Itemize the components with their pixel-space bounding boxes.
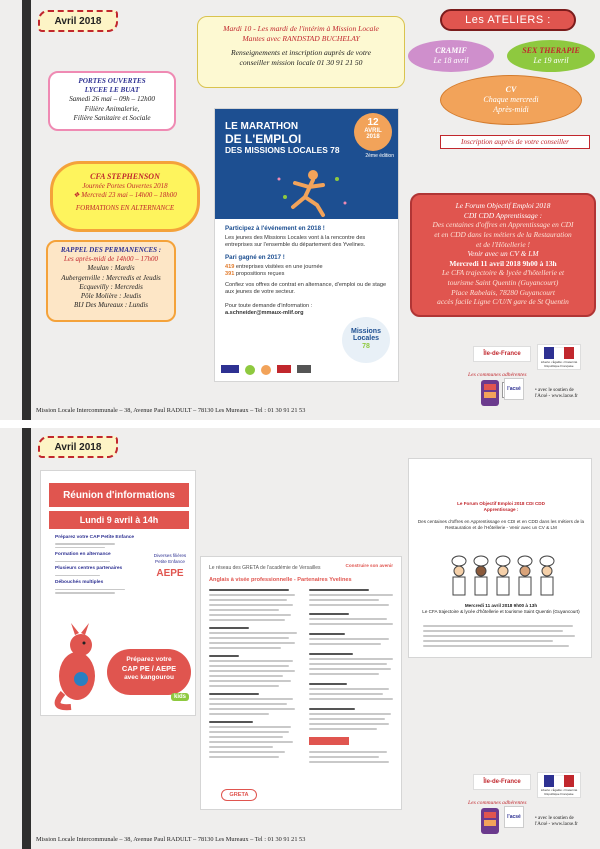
atelier-cramif: CRAMIF Le 18 avril xyxy=(408,40,494,72)
chefs-illustration xyxy=(447,551,557,597)
greta-title: Anglais à visée professionnelle - Partenaires Yvelines xyxy=(209,577,352,583)
acse-logo: l'acsé xyxy=(504,378,524,400)
republique-logo: Liberté • Égalité • Fraternité République Française xyxy=(537,772,581,798)
reunion-date: Lundi 9 avril à 14h xyxy=(49,511,189,529)
communes-label: Les communes adhérentes xyxy=(468,800,527,806)
page-2 xyxy=(0,428,600,849)
greta-region-logo xyxy=(309,737,349,745)
partner-logos-row xyxy=(221,365,311,375)
soutien-text: • avec le soutien de l'Acsé - www.lacse.fr xyxy=(535,388,578,399)
kangaroo-illustration xyxy=(45,621,105,711)
communes-logo xyxy=(481,808,499,834)
cfa-stephenson-box: CFA STEPHENSON Journée Portes Ouvertes 2018 ❖ Mercredi 23 mai – 14h00 – 18h00 FORMATIONS EN ALTERNANCE xyxy=(50,161,200,232)
greta-logo: GRETA xyxy=(221,789,257,801)
month-banner: Avril 2018 xyxy=(38,436,118,458)
iledefrance-logo: Île-de-France xyxy=(473,774,531,790)
binding-strip xyxy=(22,428,31,849)
forum-flyer: Le Forum Objectif Emploi 2018 CDI CDD Apprentissage : Des centaines d'offres en Apprentissage en CDI et en CDD dans les métiers de la Restauration et de l'Hôtellerie - Venir avec un CV & LM Mercredi 11 avril 2018 9h00 à 13h Le CFA trajectoire & lycée d'hôtellerie et tourisme Saint Quentin (Guyancourt) xyxy=(408,458,592,658)
binding-strip xyxy=(22,0,31,420)
month-banner: Avril 2018 xyxy=(38,10,118,32)
marathon-poster: LE MARATHON DE L'EMPLOI DES MISSIONS LOCALES 78 12 AVRIL 2018 2ème édition Participez à l'événement en 2018 ! Les jeunes des Missions Locales vont à la rencontre des entreprises sur l'ensemble du département des Yvelines. Pari gagné en 2017 ! 419 entreprises visitées en une journée 391 propositions reçues Confiez vos offres de contrat en alternance, d'emploi ou de stage aux jeunes de votre secteur. Pour toute demande d'information : a.schneider@mmaux-mlif.org Missions Locales 78 xyxy=(214,108,399,382)
ateliers-title: Les ATELIERS : xyxy=(440,9,576,31)
atelier-sex-therapie: SEX THERAPIE Le 19 avril xyxy=(507,40,595,72)
kids-badge: kids xyxy=(171,693,189,701)
mardis-title: Mardi 10 - Les mardi de l'intérim à Mission Locale xyxy=(223,24,379,33)
runner-illustration xyxy=(265,167,355,217)
cap-pe-aepe-bubble: Préparez votre CAP PE / AEPE avec kangourou xyxy=(107,649,191,695)
atelier-cv: CV Chaque mercredi Après-midi xyxy=(440,75,582,125)
marathon-header: LE MARATHON DE L'EMPLOI DES MISSIONS LOCALES 78 12 AVRIL 2018 2ème édition xyxy=(215,109,398,219)
portes-ouvertes-box: PORTES OUVERTES LYCEE LE BUAT Samedi 26 mai – 09h – 12h00 Filière Animalerie, Filière Sanitaire et Sociale xyxy=(48,71,176,131)
communes-logo xyxy=(481,380,499,406)
iledefrance-logo: Île-de-France xyxy=(473,346,531,362)
date-badge: 12 AVRIL 2018 xyxy=(354,113,392,151)
communes-label: Les communes adhérentes xyxy=(468,372,527,378)
reunion-informations-poster: Réunion d'informations Lundi 9 avril à 14h Préparez votre CAP Petite Enfance Formation en alternance Plusieurs centres partenaires Débouchés multiples Diverses filières Petite Enfance AEPE Préparez votre CAP PE / AEPE avec kangourou kids xyxy=(40,470,196,716)
greta-flyer: Le réseau des GRETA de l'académie de Versailles Construire son avenir Anglais à visée professionnelle - Partenaires Yvelines GRETA xyxy=(200,556,402,810)
forum-objectif-emploi-box: Le Forum Objectif Emploi 2018 CDI CDD Apprentissage : Des centaines d'offres en Apprentissage en CDI et en CDD dans les métiers de la Restauration et de l'Hôtellerie ! Venir avec un CV & LM Mercredi 11 avril 2018 9h00 à 13h Le CFA trajectoire & lycée d'hôtellerie et tourisme Saint Quentin (Guyancourt) Place Rabelais, 78280 Guyancourt accès facile Ligne C/U/N gare de St Quentin xyxy=(410,193,596,317)
missions-locales-logo: Missions Locales 78 xyxy=(342,317,390,363)
soutien-text: • avec le soutien de l'Acsé - www.lacse.fr xyxy=(535,816,578,827)
ateliers-inscription: Inscription auprès de votre conseiller xyxy=(440,135,590,149)
page-footer: Mission Locale Intercommunale – 38, Avenue Paul RADULT – 78130 Les Mureaux – Tel : 01 30 91 21 53 xyxy=(36,836,306,843)
rappel-permanences-box: RAPPEL DES PERMANENCES : Les après-midi de 14h00 – 17h00 Meulan : Mardis Aubergenville : Mercredis et Jeudis Ecquevilly : Mercredis Pôle Molière : Jeudis BIJ Des Mureaux : Lundis xyxy=(46,240,176,322)
republique-logo: Liberté • Égalité • Fraternité République Française xyxy=(537,344,581,370)
mardis-subtitle: Mantes avec RANDSTAD BUCHELAY xyxy=(242,33,360,43)
page-1 xyxy=(0,0,600,420)
page-footer: Mission Locale Intercommunale – 38, Avenue Paul RADULT – 78130 Les Mureaux – Tel : 01 30 91 21 53 xyxy=(36,407,306,414)
mardis-interim-box: Mardi 10 - Les mardi de l'intérim à Mission Locale Mantes avec RANDSTAD BUCHELAY Renseignements et inscription auprès de votre conseiller mission locale 01 30 91 21 50 xyxy=(197,16,405,88)
acse-logo: l'acsé xyxy=(504,806,524,828)
reunion-title: Réunion d'informations xyxy=(49,483,189,507)
